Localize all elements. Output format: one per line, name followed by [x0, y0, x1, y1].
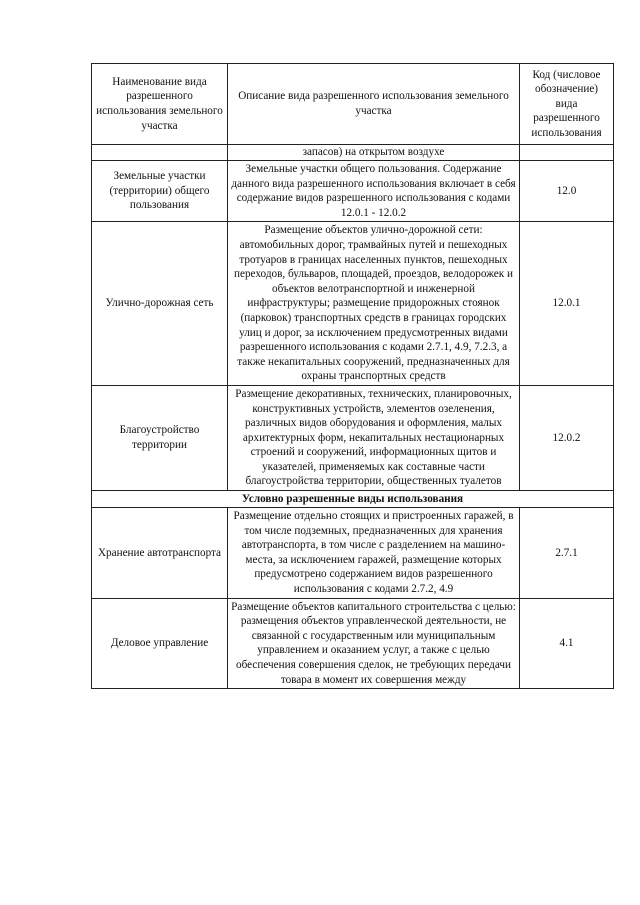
table-row	[92, 508, 614, 599]
cell-description: Размещение отдельно стоящих и пристроенных гаражей, в том числе подземных, предназначенных для хранения автотранспорта, в том числе с разделением на машино-места, за исключением гаражей, размещение которых предусмотрено содержанием видов разрешенного использования с кодами 2.7.2, 4.9	[228, 508, 520, 599]
section-title: Условно разрешенные виды использования	[92, 491, 614, 508]
table-row	[92, 598, 614, 689]
cell-description: Размещение объектов капитального строительства с целью: размещения объектов управленческой деятельности, не связанной с государственным или муниципальным управлением и оказанием услуг, а также с целью обеспечения совершения сделок, не требующих передачи товара в момент их совершения между	[228, 598, 520, 689]
cell-name: Улично-дорожная сеть	[92, 222, 228, 386]
cell-code: 12.0.2	[520, 385, 614, 490]
cell-code: 12.0	[520, 161, 614, 222]
table-row	[92, 385, 614, 490]
document-page	[91, 63, 602, 689]
cell-code: 2.7.1	[520, 508, 614, 599]
cell-description: Размещение декоративных, технических, планировочных, конструктивных устройств, элементов озеленения, различных видов оборудования и оформления, малых архитектурных форм, некапитальных нестационарных строений и сооружений, информационных щитов и указателей, применяемых как составные части благоустройства территории, общественных туалетов	[228, 385, 520, 490]
cell-code: 4.1	[520, 598, 614, 689]
header-name: Наименование вида разрешенного использования земельного участка	[92, 64, 228, 145]
cell-description: Земельные участки общего пользования. Содержание данного вида разрешенного использования включает в себя содержание видов разрешенного использования с кодами 12.0.1 - 12.0.2	[228, 161, 520, 222]
land-use-table	[91, 63, 614, 689]
cell-name: Земельные участки (территории) общего пользования	[92, 161, 228, 222]
cell-name: Благоустройство территории	[92, 385, 228, 490]
cell-description: Размещение объектов улично-дорожной сети: автомобильных дорог, трамвайных путей и пешеходных тротуаров в границах населенных пунктов, пешеходных переходов, бульваров, площадей, проездов, велодорожек и объектов велотранспортной и инженерной инфраструктуры; размещение придорожных стоянок (парковок) транспортных средств в границах городских улиц и дорог, за исключением предусмотренных видами разрешенного использования с кодами 2.7.1, 4.9, 7.2.3, а также некапитальных сооружений, предназначенных для охраны транспортных средств	[228, 222, 520, 386]
cell-code	[520, 145, 614, 161]
header-description: Описание вида разрешенного использования земельного участка	[228, 64, 520, 145]
header-code: Код (числовое обозначение) вида разрешенного использования	[520, 64, 614, 145]
table-row	[92, 222, 614, 386]
table-row-continuation	[92, 145, 614, 161]
cell-name	[92, 145, 228, 161]
table-row	[92, 161, 614, 222]
cell-code: 12.0.1	[520, 222, 614, 386]
cell-description: запасов) на открытом воздухе	[228, 145, 520, 161]
cell-name: Хранение автотранспорта	[92, 508, 228, 599]
section-header-row	[92, 491, 614, 508]
table-header-row	[92, 64, 614, 145]
cell-name: Деловое управление	[92, 598, 228, 689]
